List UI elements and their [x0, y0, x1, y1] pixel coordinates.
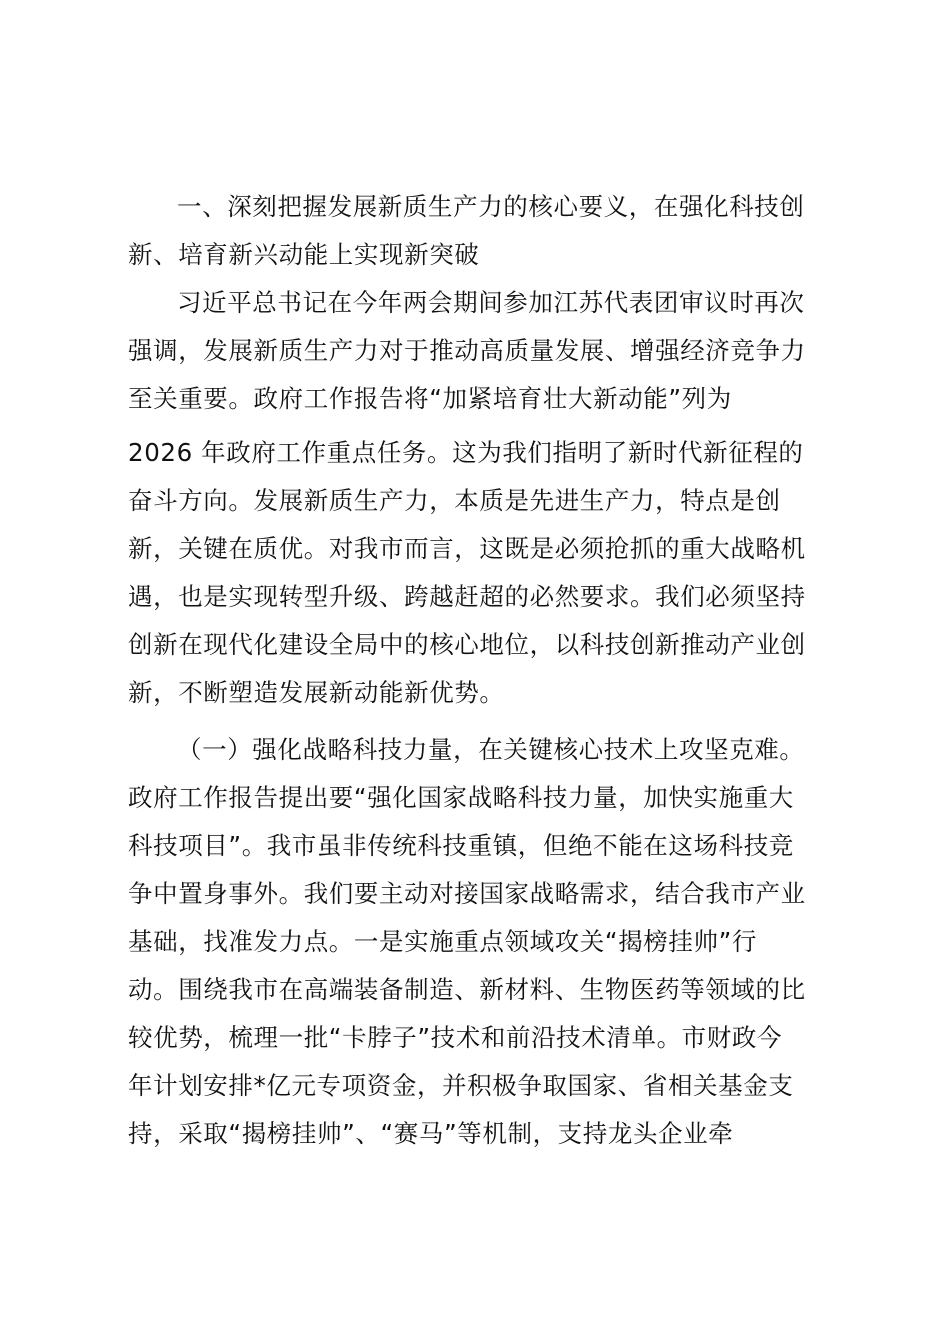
paragraph-2-line-3: 科技项目”。我市虽非传统科技重镇，但绝不能在这场科技竞 [128, 831, 794, 860]
paragraph-2-line-4: 争中置身事外。我们要主动对接国家战略需求，结合我市产业 [128, 879, 806, 908]
paragraph-1-line-9: 新，不断塑造发展新动能新优势。 [128, 678, 505, 707]
paragraph-2-line-8: 年计划安排*亿元专项资金，并积极争取国家、省相关基金支 [128, 1071, 794, 1100]
paragraph-1-line-5: 奋斗方向。发展新质生产力，本质是先进生产力，特点是创 [128, 486, 781, 515]
paragraph-2-line-1: （一）强化战略科技力量，在关键核心技术上攻坚克难。 [177, 735, 805, 764]
section-heading-line-1: 一、深刻把握发展新质生产力的核心要义，在强化科技创 [177, 192, 805, 221]
paragraph-2-line-7: 较优势，梳理一批“卡脖子”技术和前沿技术清单。市财政今 [128, 1023, 783, 1052]
section-heading-line-2: 新、培育新兴动能上实现新突破 [128, 240, 480, 269]
paragraph-1-line-6: 新，关键在质优。对我市而言，这既是必须抢抓的重大战略机 [128, 534, 806, 563]
paragraph-2-line-6: 动。围绕我市在高端装备制造、新材料、生物医药等领域的比 [128, 975, 806, 1004]
paragraph-2-line-5: 基础，找准发力点。一是实施重点领域攻关“揭榜挂帅”行 [128, 927, 757, 956]
paragraph-2-line-9: 持，采取“揭榜挂帅”、“赛马”等机制，支持龙头企业牵 [128, 1119, 734, 1148]
paragraph-1-line-3: 至关重要。政府工作报告将“加紧培育壮大新动能”列为 [128, 384, 732, 413]
paragraph-1-line-7: 遇，也是实现转型升级、跨越赶超的必然要求。我们必须坚持 [128, 582, 806, 611]
paragraph-1-line-8: 创新在现代化建设全局中的核心地位，以科技创新推动产业创 [128, 630, 806, 659]
paragraph-1-line-1: 习近平总书记在今年两会期间参加江苏代表团审议时再次 [177, 288, 805, 317]
paragraph-1-line-4: 2026 年政府工作重点任务。这为我们指明了新时代新征程的 [128, 438, 804, 467]
paragraph-2-line-2: 政府工作报告提出要“强化国家战略科技力量，加快实施重大 [128, 783, 794, 812]
paragraph-1-line-2: 强调，发展新质生产力对于推动高质量发展、增强经济竞争力 [128, 336, 806, 365]
